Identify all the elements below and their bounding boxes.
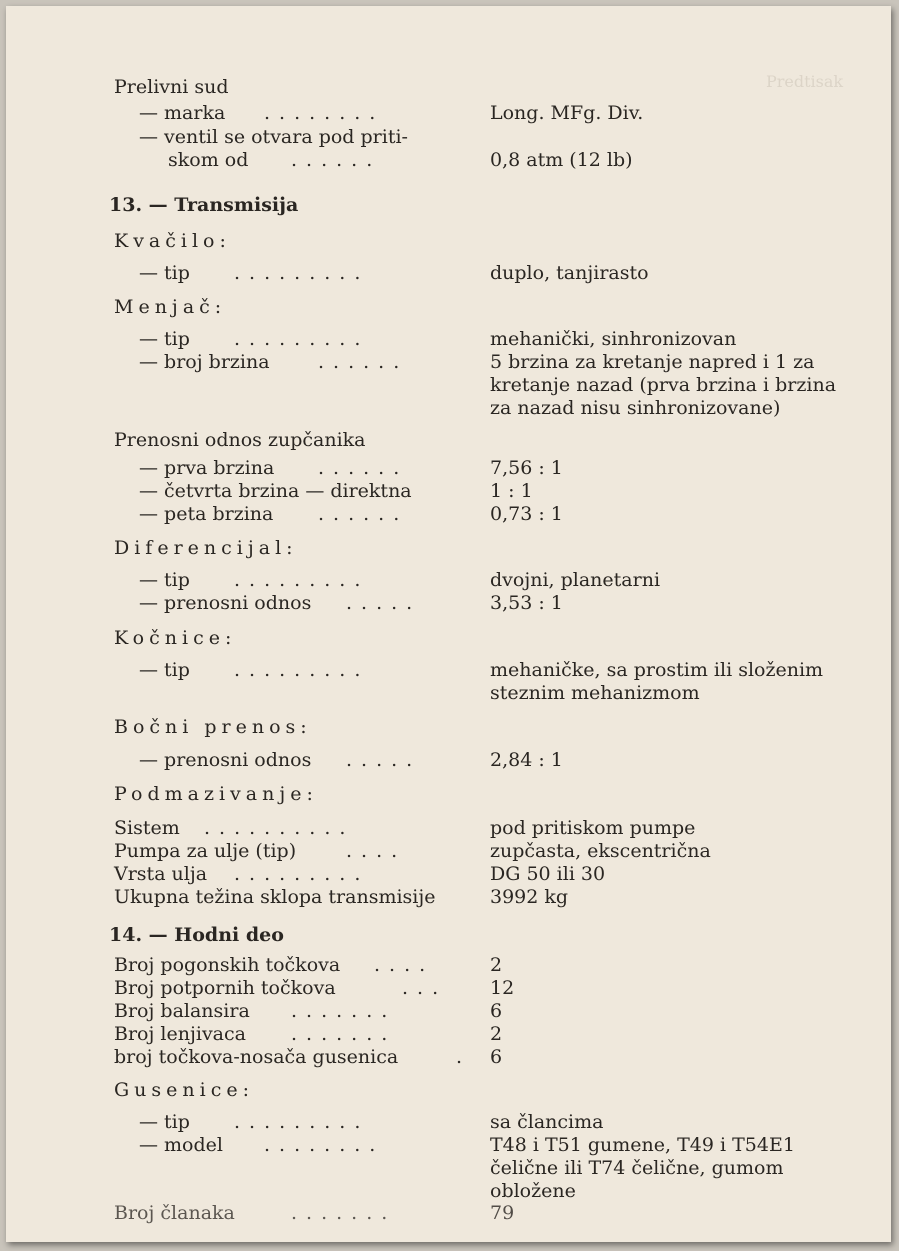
row-value: 2 — [490, 954, 503, 976]
row-label: — ventil se otvara pod priti- — [139, 126, 408, 148]
leader-dots: ......... — [234, 569, 370, 591]
leader-dots: ...... — [318, 503, 409, 525]
leader-dots: ..... — [346, 592, 422, 614]
row-value: 2,84 : 1 — [490, 749, 563, 771]
row-label: — tip — [139, 569, 190, 591]
heading-prelivni-sud: Prelivni sud — [114, 76, 229, 98]
row-label: Broj lenjivaca — [114, 1023, 246, 1045]
subheading-gusenice: Gusenice: — [114, 1079, 255, 1101]
row-value: 3992 kg — [490, 886, 569, 908]
row-value: za nazad nisu sinhronizovane) — [490, 397, 781, 419]
leader-dots: . — [456, 1046, 472, 1068]
row-label: Sistem — [114, 817, 180, 839]
row-label: Broj balansira — [114, 1000, 250, 1022]
leader-dots: .... — [346, 840, 407, 862]
leader-dots: ...... — [291, 149, 382, 171]
row-value: čelične ili T74 čelične, gumom — [490, 1157, 784, 1179]
leader-dots: ......... — [234, 328, 370, 350]
row-label: Broj potpornih točkova — [114, 977, 336, 999]
row-label: — prva brzina — [139, 457, 275, 479]
row-label: — peta brzina — [139, 503, 274, 525]
row-value: zupčasta, ekscentrična — [490, 840, 711, 862]
row-label: — prenosni odnos — [139, 749, 312, 771]
row-value: dvojni, planetarni — [490, 569, 661, 591]
subheading-prenosni-odnos: Prenosni odnos zupčanika — [114, 429, 366, 451]
leader-dots: ........ — [264, 1134, 385, 1156]
leader-dots: ......... — [234, 1111, 370, 1133]
row-value: sa člancima — [490, 1111, 604, 1133]
leader-dots: ....... — [291, 1023, 397, 1045]
leader-dots: ......... — [234, 262, 370, 284]
leader-dots: ......... — [234, 863, 370, 885]
row-label: Vrsta ulja — [114, 863, 208, 885]
bleed-through: Predtisak — [766, 72, 844, 91]
row-value: obložene — [490, 1180, 576, 1202]
subheading-kocnice: Kočnice: — [114, 627, 237, 649]
row-value: 7,56 : 1 — [490, 457, 563, 479]
row-value: 0,73 : 1 — [490, 503, 563, 525]
leader-dots: .... — [374, 954, 435, 976]
row-label: Broj pogonskih točkova — [114, 954, 341, 976]
row-value: 2 — [490, 1023, 503, 1045]
row-label: — model — [139, 1134, 223, 1156]
row-value: duplo, tanjirasto — [490, 262, 649, 284]
leader-dots: ...... — [318, 351, 409, 373]
subheading-diferencijal: Diferencijal: — [114, 537, 298, 559]
leader-dots: ...... — [318, 457, 409, 479]
row-label: — četvrta brzina — direktna — [139, 480, 412, 502]
section-14-title: 14. — Hodni deo — [109, 924, 284, 946]
subheading-bocni-prenos: Bočni prenos: — [114, 716, 312, 738]
row-label: Broj članaka — [114, 1202, 235, 1224]
row-label: Ukupna težina sklopa transmisije — [114, 886, 436, 908]
subheading-podmazivanje: Podmazivanje: — [114, 783, 318, 805]
section-13-title: 13. — Transmisija — [109, 194, 299, 216]
leader-dots: ........ — [264, 102, 385, 124]
leader-dots: ....... — [291, 1000, 397, 1022]
leader-dots: ......... — [234, 659, 370, 681]
row-value: pod pritiskom pumpe — [490, 817, 696, 839]
row-value: mehaničke, sa prostim ili složenim — [490, 659, 824, 681]
row-label: — tip — [139, 328, 190, 350]
row-label: broj točkova-nosača gusenica — [114, 1046, 399, 1068]
row-value: Long. MFg. Div. — [490, 102, 644, 124]
row-value: 1 : 1 — [490, 480, 533, 502]
row-label: Pumpa za ulje (tip) — [114, 840, 297, 862]
leader-dots: ....... — [291, 1202, 397, 1224]
row-value: 0,8 atm (12 lb) — [490, 149, 633, 171]
row-value: steznim mehanizmom — [490, 682, 700, 704]
row-value: 6 — [490, 1000, 503, 1022]
row-value: 12 — [490, 977, 515, 999]
leader-dots: .......... — [204, 817, 355, 839]
subheading-kvacilo: Kvačilo: — [114, 230, 231, 252]
row-value: 6 — [490, 1046, 503, 1068]
scanned-page — [6, 6, 891, 1242]
row-value: 79 — [490, 1202, 515, 1224]
row-label: — marka — [139, 102, 226, 124]
row-value: kretanje nazad (prva brzina i brzina — [490, 374, 837, 396]
leader-dots: ..... — [346, 749, 422, 771]
leader-dots: ... — [402, 977, 448, 999]
row-label: — broj brzina — [139, 351, 270, 373]
row-label: — prenosni odnos — [139, 592, 312, 614]
row-value: T48 i T51 gumene, T49 i T54E1 — [490, 1134, 795, 1156]
row-label: — tip — [139, 262, 190, 284]
row-label: — tip — [139, 1111, 190, 1133]
row-label: skom od — [168, 149, 249, 171]
subheading-menjac: Menjač: — [114, 296, 227, 318]
row-value: 5 brzina za kretanje napred i 1 za — [490, 351, 815, 373]
row-value: DG 50 ili 30 — [490, 863, 606, 885]
row-label: — tip — [139, 659, 190, 681]
row-value: 3,53 : 1 — [490, 592, 563, 614]
row-value: mehanički, sinhronizovan — [490, 328, 737, 350]
